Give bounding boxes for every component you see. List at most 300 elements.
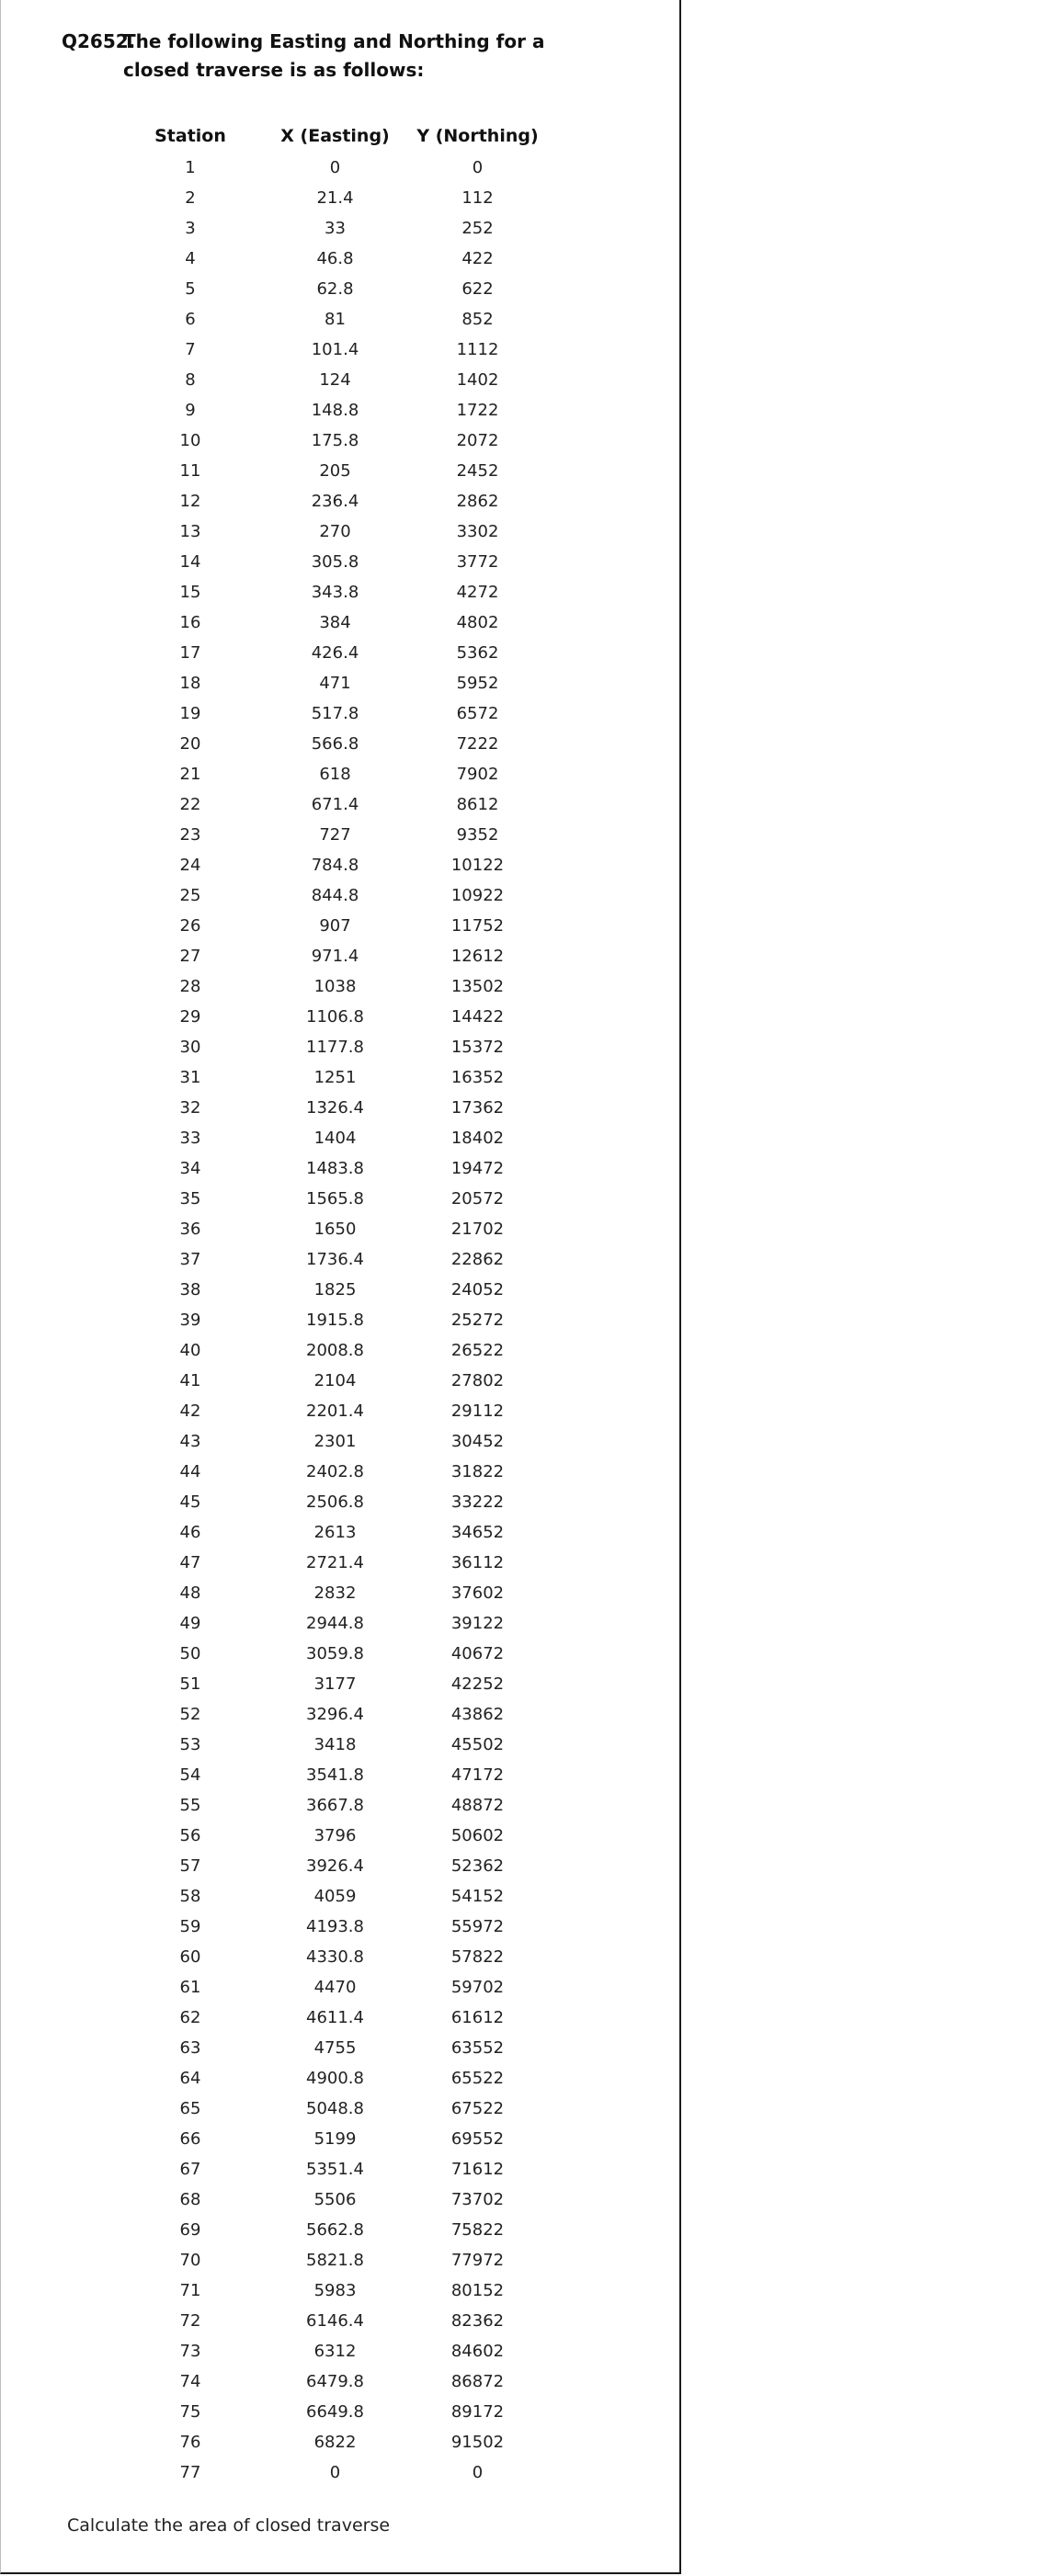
cell-northing: 91502: [450, 2433, 505, 2452]
question-text: The following Easting and Northing for a closed traverse is as follows:: [123, 30, 545, 81]
table-header-row: [117, 119, 549, 153]
cell-northing: 1722: [456, 401, 499, 420]
cell-station: 41: [179, 1371, 201, 1390]
cell-station: 21: [179, 765, 201, 784]
table-row: [117, 1760, 549, 1790]
cell-easting: 2104: [313, 1371, 357, 1390]
cell-station: 67: [179, 2160, 201, 2179]
cell-easting: 3418: [313, 1735, 357, 1754]
table-row: [117, 183, 549, 213]
cell-easting: 671.4: [311, 795, 359, 814]
cell-northing: 12612: [450, 947, 505, 966]
cell-northing: 37602: [450, 1583, 505, 1603]
cell-northing: 75822: [450, 2220, 505, 2240]
cell-station: 40: [179, 1341, 201, 1360]
cell-northing: 82362: [450, 2311, 505, 2331]
table-row: [117, 1457, 549, 1487]
cell-easting: 3796: [313, 1826, 357, 1845]
cell-easting: 6146.4: [306, 2311, 364, 2331]
cell-station: 73: [179, 2342, 201, 2361]
cell-easting: 5821.8: [306, 2251, 364, 2270]
table-row: [117, 1548, 549, 1578]
table-row: [117, 1730, 549, 1760]
cell-station: 77: [179, 2463, 201, 2482]
table-row: [117, 1881, 549, 1912]
cell-easting: 907: [319, 916, 351, 936]
cell-easting: 4193.8: [306, 1917, 364, 1936]
cell-station: 5: [185, 279, 196, 299]
cell-easting: 5983: [313, 2281, 357, 2300]
cell-station: 60: [179, 1947, 201, 1967]
cell-easting: 471: [319, 674, 351, 693]
cell-northing: 1402: [456, 370, 499, 390]
table-row: [117, 2245, 549, 2275]
cell-station: 47: [179, 1553, 201, 1572]
cell-easting: 5506: [313, 2190, 357, 2209]
table-row: [117, 607, 549, 638]
table-row: [117, 2275, 549, 2306]
cell-station: 1: [185, 158, 196, 177]
cell-station: 25: [179, 886, 201, 905]
cell-easting: 784.8: [311, 856, 359, 875]
cell-station: 43: [179, 1432, 201, 1451]
table-row: [117, 1062, 549, 1093]
cell-easting: 33: [325, 219, 346, 238]
cell-easting: 5662.8: [306, 2220, 364, 2240]
cell-easting: 101.4: [311, 340, 359, 359]
cell-easting: 4059: [313, 1887, 357, 1906]
table-row: [117, 395, 549, 426]
cell-easting: 0: [329, 158, 341, 177]
cell-station: 56: [179, 1826, 201, 1845]
table-row: [117, 456, 549, 486]
cell-easting: 3667.8: [306, 1796, 364, 1815]
cell-northing: 86872: [450, 2372, 505, 2391]
cell-easting: 1736.4: [306, 1250, 364, 1269]
cell-easting: 618: [319, 765, 351, 784]
cell-station: 57: [179, 1856, 201, 1876]
table-row: [117, 1093, 549, 1123]
table-row: [117, 941, 549, 971]
table-row: [117, 698, 549, 729]
cell-easting: 305.8: [311, 552, 359, 572]
cell-northing: 1112: [456, 340, 499, 359]
cell-northing: 57822: [450, 1947, 505, 1967]
table-row: [117, 1578, 549, 1608]
cell-easting: 2402.8: [306, 1462, 364, 1481]
cell-easting: 81: [325, 310, 346, 329]
cell-northing: 5362: [456, 643, 499, 663]
cell-easting: 2506.8: [306, 1492, 364, 1512]
cell-station: 9: [185, 401, 196, 420]
table-row: [117, 1335, 549, 1366]
header-northing: Y (Northing): [416, 126, 539, 146]
cell-easting: 46.8: [316, 249, 354, 268]
cell-northing: 15372: [450, 1038, 505, 1057]
cell-northing: 65522: [450, 2069, 505, 2088]
cell-northing: 13502: [450, 977, 505, 996]
cell-station: 33: [179, 1129, 201, 1148]
table-row: [117, 2306, 549, 2336]
cell-easting: 2721.4: [306, 1553, 364, 1572]
cell-northing: 2072: [456, 431, 499, 450]
table-row: [117, 789, 549, 820]
cell-station: 61: [179, 1978, 201, 1997]
cell-easting: 1251: [313, 1068, 357, 1087]
cell-northing: 47172: [450, 1765, 505, 1785]
cell-easting: 1106.8: [306, 1007, 364, 1027]
cell-northing: 19472: [450, 1159, 505, 1178]
cell-station: 32: [179, 1098, 201, 1118]
cell-station: 28: [179, 977, 201, 996]
cell-northing: 422: [461, 249, 494, 268]
cell-station: 10: [179, 431, 201, 450]
cell-station: 46: [179, 1523, 201, 1542]
cell-easting: 3541.8: [306, 1765, 364, 1785]
table-row: [117, 1517, 549, 1548]
cell-easting: 21.4: [316, 188, 354, 208]
cell-easting: 6479.8: [306, 2372, 364, 2391]
cell-easting: 1404: [313, 1129, 357, 1148]
cell-station: 76: [179, 2433, 201, 2452]
cell-station: 39: [179, 1311, 201, 1330]
cell-northing: 52362: [450, 1856, 505, 1876]
cell-easting: 566.8: [311, 734, 359, 754]
cell-northing: 20572: [450, 1189, 505, 1209]
cell-station: 42: [179, 1401, 201, 1421]
cell-station: 6: [185, 310, 196, 329]
cell-northing: 7222: [456, 734, 499, 754]
table-row: [117, 2336, 549, 2366]
table-row: [117, 1032, 549, 1062]
cell-northing: 36112: [450, 1553, 505, 1572]
cell-easting: 6822: [313, 2433, 357, 2452]
cell-easting: 5351.4: [306, 2160, 364, 2179]
cell-station: 2: [185, 188, 196, 208]
cell-northing: 26522: [450, 1341, 505, 1360]
cell-station: 69: [179, 2220, 201, 2240]
cell-northing: 4272: [456, 583, 499, 602]
table-row: [117, 304, 549, 335]
cell-station: 14: [179, 552, 201, 572]
cell-northing: 71612: [450, 2160, 505, 2179]
table-row: [117, 547, 549, 577]
question-block: [62, 28, 576, 85]
cell-northing: 6572: [456, 704, 499, 723]
cell-easting: 1038: [313, 977, 357, 996]
table-row: [117, 365, 549, 395]
cell-northing: 84602: [450, 2342, 505, 2361]
table-row: [117, 1639, 549, 1669]
table-row: [117, 426, 549, 456]
cell-easting: 148.8: [311, 401, 359, 420]
table-row: [117, 1153, 549, 1184]
cell-station: 63: [179, 2038, 201, 2058]
cell-northing: 852: [461, 310, 494, 329]
cell-station: 38: [179, 1280, 201, 1299]
table-row: [117, 1366, 549, 1396]
cell-northing: 112: [461, 188, 494, 208]
cell-station: 71: [179, 2281, 201, 2300]
cell-northing: 0: [472, 2463, 484, 2482]
cell-easting: 205: [319, 461, 351, 481]
cell-northing: 69552: [450, 2129, 505, 2149]
cell-easting: 175.8: [311, 431, 359, 450]
table-row: [117, 2063, 549, 2094]
cell-station: 23: [179, 825, 201, 845]
cell-northing: 30452: [450, 1432, 505, 1451]
cell-northing: 17362: [450, 1098, 505, 1118]
instruction-text: Calculate the area of closed traverse: [67, 2515, 391, 2536]
table-row: [117, 1699, 549, 1730]
cell-station: 64: [179, 2069, 201, 2088]
cell-station: 49: [179, 1614, 201, 1633]
cell-northing: 33222: [450, 1492, 505, 1512]
table-body: [117, 153, 549, 2488]
cell-easting: 343.8: [311, 583, 359, 602]
table-row: [117, 1426, 549, 1457]
cell-northing: 10922: [450, 886, 505, 905]
cell-easting: 62.8: [316, 279, 354, 299]
cell-easting: 2008.8: [306, 1341, 364, 1360]
cell-station: 16: [179, 613, 201, 632]
table-row: [117, 1002, 549, 1032]
cell-northing: 55972: [450, 1917, 505, 1936]
cell-easting: 236.4: [311, 492, 359, 511]
table-row: [117, 850, 549, 880]
cell-easting: 384: [319, 613, 351, 632]
table-row: [117, 880, 549, 911]
cell-station: 8: [185, 370, 196, 390]
cell-station: 52: [179, 1705, 201, 1724]
table-row: [117, 516, 549, 547]
cell-station: 37: [179, 1250, 201, 1269]
cell-easting: 1177.8: [306, 1038, 364, 1057]
cell-northing: 50602: [450, 1826, 505, 1845]
table-row: [117, 2397, 549, 2427]
table-row: [117, 1184, 549, 1214]
table-row: [117, 759, 549, 789]
cell-northing: 63552: [450, 2038, 505, 2058]
table-row: [117, 668, 549, 698]
cell-northing: 21702: [450, 1220, 505, 1239]
table-row: [117, 2215, 549, 2245]
cell-northing: 80152: [450, 2281, 505, 2300]
table-row: [117, 1821, 549, 1851]
cell-northing: 11752: [450, 916, 505, 936]
cell-easting: 1915.8: [306, 1311, 364, 1330]
cell-northing: 0: [472, 158, 484, 177]
cell-easting: 6649.8: [306, 2402, 364, 2422]
table-row: [117, 244, 549, 274]
cell-station: 72: [179, 2311, 201, 2331]
cell-northing: 16352: [450, 1068, 505, 1087]
cell-station: 45: [179, 1492, 201, 1512]
cell-station: 35: [179, 1189, 201, 1209]
cell-northing: 7902: [456, 765, 499, 784]
cell-easting: 270: [319, 522, 351, 541]
cell-northing: 24052: [450, 1280, 505, 1299]
table-row: [117, 1942, 549, 1972]
cell-easting: 3059.8: [306, 1644, 364, 1663]
cell-station: 50: [179, 1644, 201, 1663]
table-row: [117, 335, 549, 365]
table-row: [117, 971, 549, 1002]
cell-easting: 4330.8: [306, 1947, 364, 1967]
header-easting: X (Easting): [280, 126, 390, 146]
cell-northing: 252: [461, 219, 494, 238]
cell-easting: 2301: [313, 1432, 357, 1451]
cell-station: 18: [179, 674, 201, 693]
table-row: [117, 2033, 549, 2063]
table-row: [117, 577, 549, 607]
table-row: [117, 2457, 549, 2488]
table-row: [117, 2184, 549, 2215]
table-row: [117, 274, 549, 304]
cell-station: 12: [179, 492, 201, 511]
cell-easting: 1326.4: [306, 1098, 364, 1118]
cell-easting: 124: [319, 370, 351, 390]
cell-station: 53: [179, 1735, 201, 1754]
table-row: [117, 1123, 549, 1153]
cell-station: 65: [179, 2099, 201, 2118]
table-row: [117, 153, 549, 183]
table-row: [117, 1912, 549, 1942]
cell-northing: 73702: [450, 2190, 505, 2209]
table-row: [117, 2003, 549, 2033]
cell-easting: 4755: [313, 2038, 357, 2058]
table-row: [117, 486, 549, 516]
cell-easting: 1483.8: [306, 1159, 364, 1178]
cell-easting: 3296.4: [306, 1705, 364, 1724]
cell-station: 48: [179, 1583, 201, 1603]
cell-northing: 622: [461, 279, 494, 299]
cell-station: 44: [179, 1462, 201, 1481]
cell-easting: 2201.4: [306, 1401, 364, 1421]
cell-station: 51: [179, 1674, 201, 1694]
cell-station: 29: [179, 1007, 201, 1027]
cell-northing: 67522: [450, 2099, 505, 2118]
table-row: [117, 2154, 549, 2184]
cell-easting: 2832: [313, 1583, 357, 1603]
cell-easting: 6312: [313, 2342, 357, 2361]
cell-station: 68: [179, 2190, 201, 2209]
cell-northing: 2452: [456, 461, 499, 481]
table-row: [117, 2427, 549, 2457]
table-row: [117, 1244, 549, 1275]
cell-easting: 4470: [313, 1978, 357, 1997]
cell-station: 15: [179, 583, 201, 602]
cell-station: 59: [179, 1917, 201, 1936]
cell-easting: 5048.8: [306, 2099, 364, 2118]
cell-easting: 844.8: [311, 886, 359, 905]
cell-northing: 48872: [450, 1796, 505, 1815]
cell-northing: 4802: [456, 613, 499, 632]
table-row: [117, 1275, 549, 1305]
table-row: [117, 1487, 549, 1517]
cell-northing: 14422: [450, 1007, 505, 1027]
cell-easting: 3926.4: [306, 1856, 364, 1876]
cell-station: 34: [179, 1159, 201, 1178]
cell-easting: 1650: [313, 1220, 357, 1239]
cell-northing: 42252: [450, 1674, 505, 1694]
cell-northing: 43862: [450, 1705, 505, 1724]
table-row: [117, 820, 549, 850]
table-row: [117, 1305, 549, 1335]
cell-station: 27: [179, 947, 201, 966]
table-row: [117, 729, 549, 759]
cell-northing: 45502: [450, 1735, 505, 1754]
cell-northing: 3772: [456, 552, 499, 572]
cell-station: 20: [179, 734, 201, 754]
cell-northing: 9352: [456, 825, 499, 845]
table-row: [117, 1214, 549, 1244]
cell-northing: 59702: [450, 1978, 505, 1997]
cell-easting: 4611.4: [306, 2008, 364, 2027]
cell-station: 26: [179, 916, 201, 936]
cell-station: 11: [179, 461, 201, 481]
cell-station: 3: [185, 219, 196, 238]
table-row: [117, 638, 549, 668]
cell-northing: 40672: [450, 1644, 505, 1663]
cell-station: 13: [179, 522, 201, 541]
cell-northing: 39122: [450, 1614, 505, 1633]
cell-station: 58: [179, 1887, 201, 1906]
cell-station: 19: [179, 704, 201, 723]
cell-easting: 1825: [313, 1280, 357, 1299]
cell-station: 24: [179, 856, 201, 875]
cell-northing: 89172: [450, 2402, 505, 2422]
table-row: [117, 1608, 549, 1639]
cell-northing: 54152: [450, 1887, 505, 1906]
cell-station: 74: [179, 2372, 201, 2391]
cell-station: 31: [179, 1068, 201, 1087]
table-row: [117, 2366, 549, 2397]
cell-easting: 0: [329, 2463, 341, 2482]
cell-station: 66: [179, 2129, 201, 2149]
cell-northing: 25272: [450, 1311, 505, 1330]
cell-northing: 10122: [450, 856, 505, 875]
cell-station: 62: [179, 2008, 201, 2027]
cell-northing: 77972: [450, 2251, 505, 2270]
cell-northing: 2862: [456, 492, 499, 511]
table-row: [117, 2124, 549, 2154]
cell-station: 70: [179, 2251, 201, 2270]
cell-northing: 31822: [450, 1462, 505, 1481]
table-row: [117, 1396, 549, 1426]
cell-northing: 29112: [450, 1401, 505, 1421]
cell-northing: 61612: [450, 2008, 505, 2027]
question-number: Q2652.: [62, 30, 136, 52]
cell-northing: 5952: [456, 674, 499, 693]
table-row: [117, 2094, 549, 2124]
table-row: [117, 1851, 549, 1881]
cell-station: 7: [185, 340, 196, 359]
cell-easting: 3177: [313, 1674, 357, 1694]
table-row: [117, 1669, 549, 1699]
cell-easting: 5199: [313, 2129, 357, 2149]
cell-easting: 727: [319, 825, 351, 845]
cell-easting: 1565.8: [306, 1189, 364, 1209]
cell-station: 17: [179, 643, 201, 663]
cell-station: 55: [179, 1796, 201, 1815]
table-row: [117, 911, 549, 941]
table-row: [117, 1790, 549, 1821]
cell-easting: 2613: [313, 1523, 357, 1542]
cell-easting: 971.4: [311, 947, 359, 966]
cell-station: 36: [179, 1220, 201, 1239]
cell-easting: 2944.8: [306, 1614, 364, 1633]
